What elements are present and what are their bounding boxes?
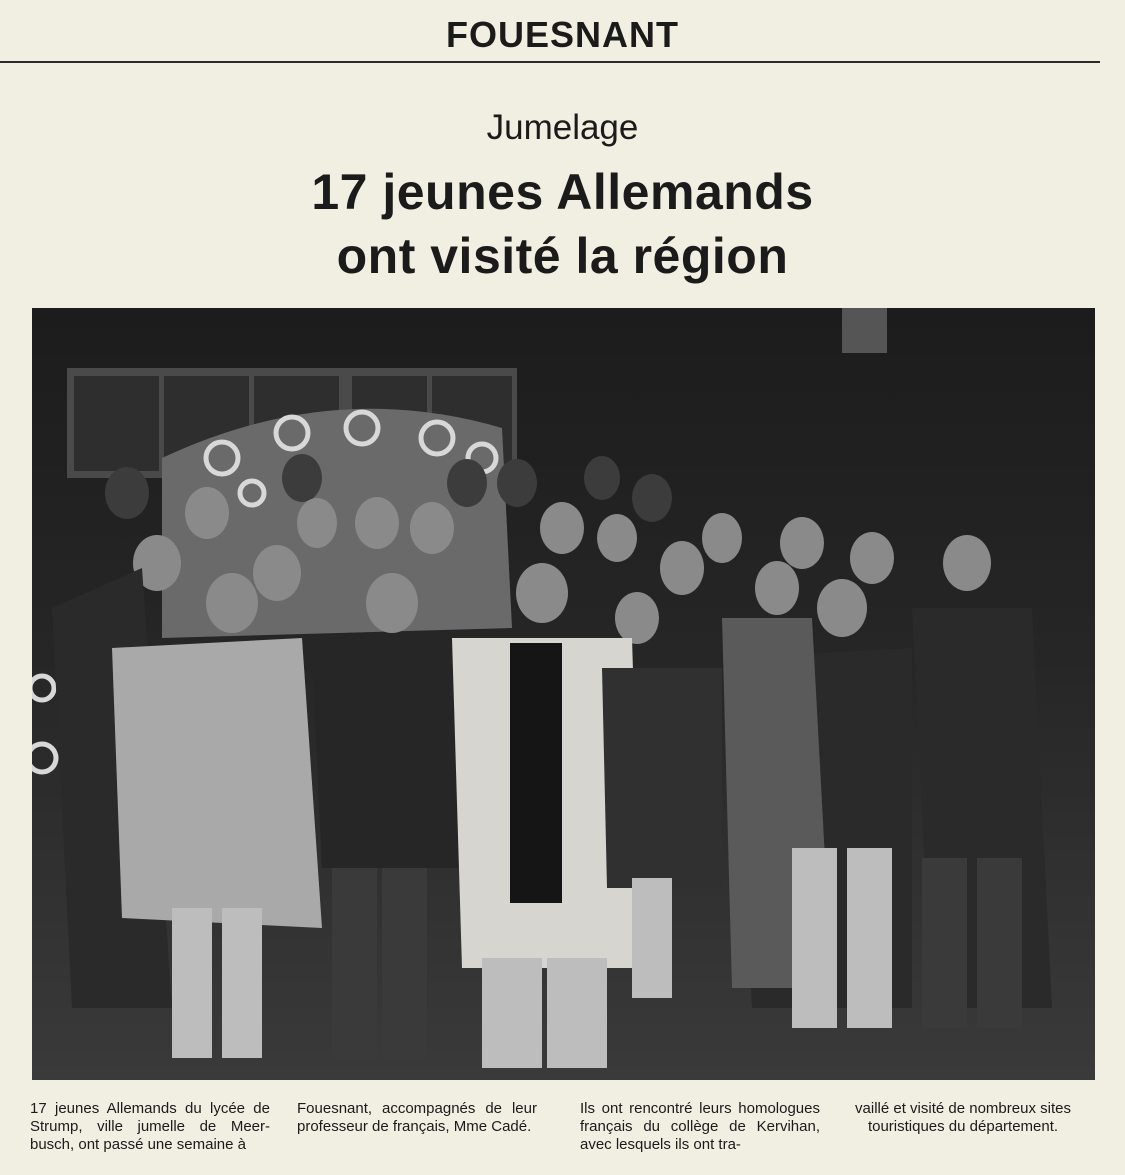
body-column-2: Fouesnant, accompagnés de leur professeur de français, Mme Cadé.	[297, 1100, 537, 1135]
body-column-4: vaillé et visité de nombreux sites touristiques du département.	[855, 1100, 1071, 1135]
article-body	[30, 1100, 1100, 1170]
group-photo	[32, 308, 1095, 1080]
article-kicker: Jumelage	[486, 108, 639, 147]
headline-line-1: 17 jeunes Allemands	[311, 164, 814, 220]
section-title: FOUESNANT	[446, 14, 679, 55]
article-headline	[0, 160, 1125, 288]
body-column-3: Ils ont rencontré leurs homologues français du collège de Kervihan, avec lesquels ils ont tra-	[580, 1100, 820, 1153]
body-column-1: 17 jeunes Allemands du lycée de Strump, ville jumelle de Meer-busch, ont passé une semaine à	[30, 1100, 270, 1153]
headline-line-2: ont visité la région	[336, 228, 789, 284]
group-photo-image	[32, 308, 1095, 1080]
section-rule	[0, 61, 1100, 63]
